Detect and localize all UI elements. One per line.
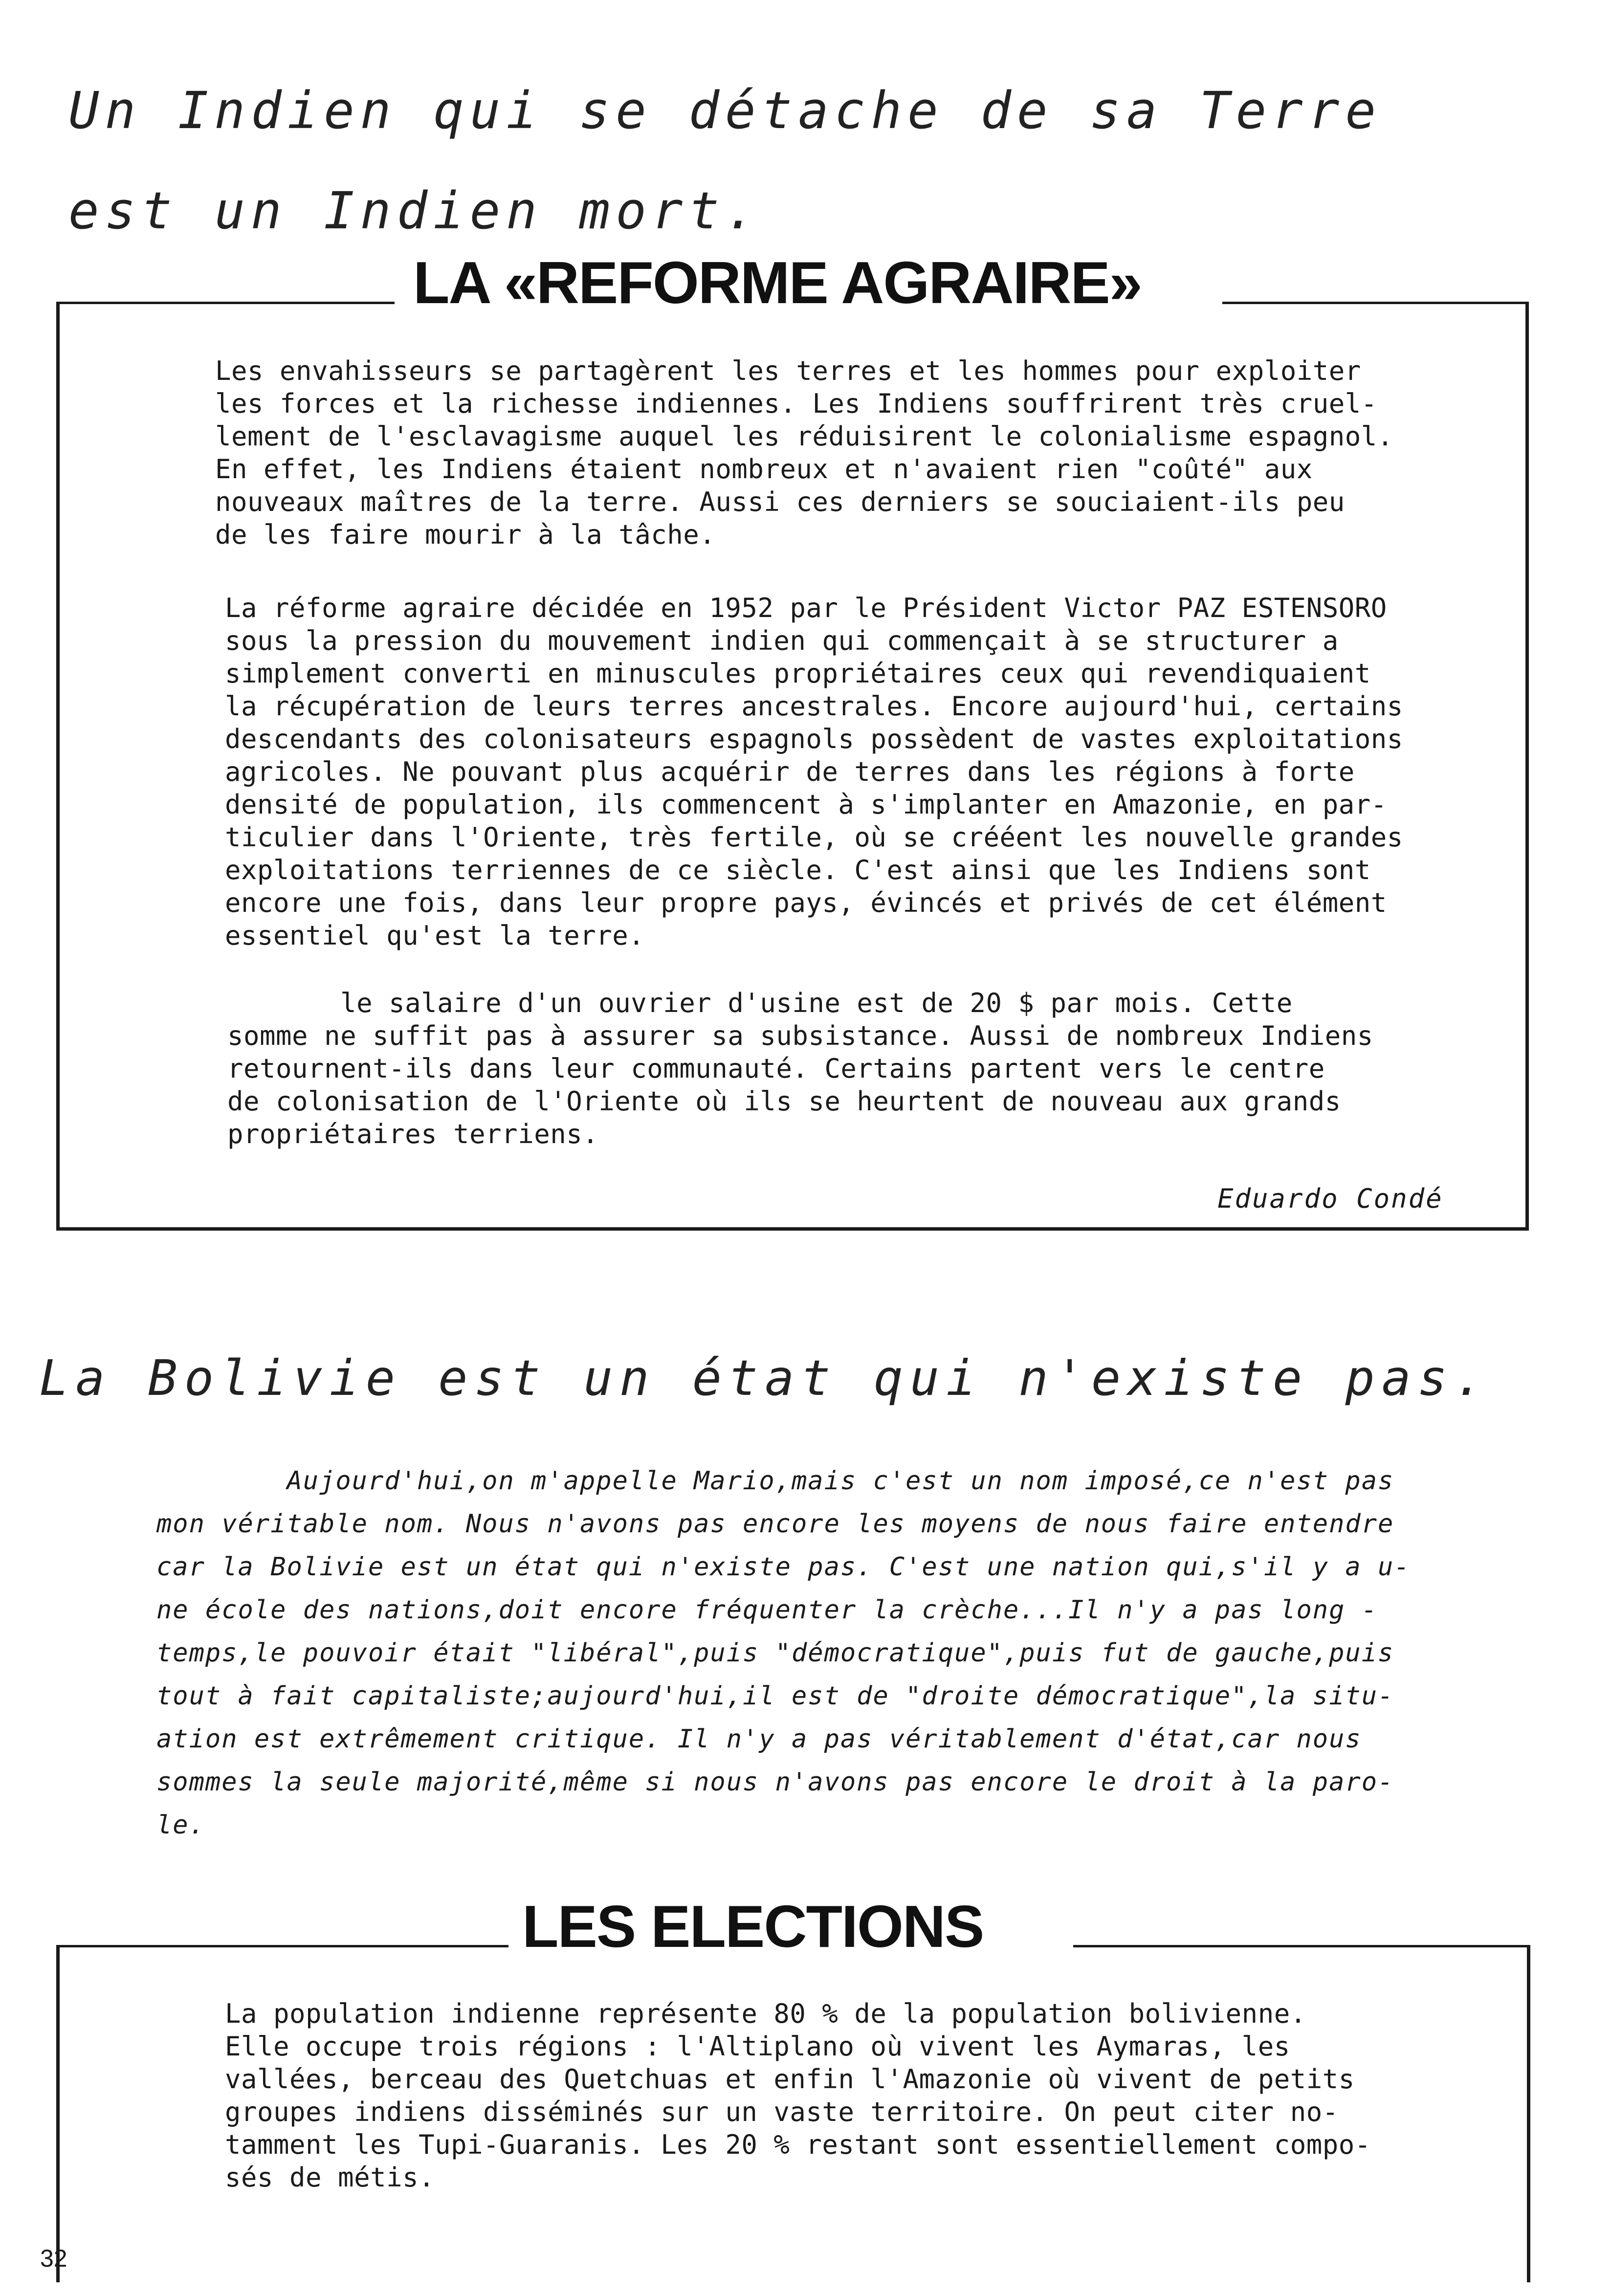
section3-paragraph-1: La population indienne représente 80 % de la population bolivienne. Elle occupe trois régions : l'Altiplano où vivent les Aymaras, les vallées, berceau des Quetchuas et enfin l'Amazonie où vivent de petits groupes indiens disséminés sur un vaste territoire. On peut citer no- tamment les Tupi-Guaranis. Les 20 % restant sont essentiellement compo- sés de métis. bbox=[225, 1998, 1371, 2193]
page-number: 32 bbox=[40, 2245, 67, 2272]
section1-paragraph-3: le salaire d'un ouvrier d'usine est de 20 $ par mois. Cette somme ne suffit pas à assurer sa subsistance. Aussi de nombreux Indiens retournent-ils dans leur communauté. Certains partent vers le centre de colonisation de l'Oriente où ils se heurtent de nouveau aux grands propriétaires terriens. bbox=[227, 988, 1373, 1149]
section2-body: Aujourd'hui,on m'appelle Mario,mais c'est un nom imposé,ce n'est pas mon véritable nom. Nous n'avons pas encore les moyens de nous faire entendre car la Bolivie est un état qui n'existe pas. C'est une nation qui,s'il y a u- ne école des nations,doit encore fréquenter la crèche...Il n'y a pas long - temps,le pouvoir était "libéral",puis "démocratique",puis fut de gauche,puis tout à fait capitaliste;aujourd'hui,il est de "droite démocratique",la situ- ation est extrêmement critique. Il n'y a pas véritablement d'état,car nous sommes la seule majorité,même si nous n'avons pas encore le droit à la paro- le. bbox=[156, 1466, 1411, 1840]
section1-signature: Eduardo Condé bbox=[1217, 1183, 1443, 1214]
section3-title: LES ELECTIONS bbox=[522, 1893, 984, 1960]
section1-paragraph-2: La réforme agraire décidée en 1952 par le Président Victor PAZ ESTENSORO sous la pression du mouvement indien qui commençait à se structurer a simplement converti en minuscules propriétaires ceux qui revendiquaient la récupération de leurs terres ancestrales. Encore aujourd'hui, certains descendants des colonisateurs espagnols possèdent de vastes exploitations agricoles. Ne pouvant plus acquérir de terres dans les régions à forte densité de population, ils commencent à s'implanter en Amazonie, en par- ticulier dans l'Oriente, très fertile, où se crééent les nouvelle grandes exploitations terriennes de ce siècle. C'est ainsi que les Indiens sont encore une fois, dans leur propre pays, évincés et privés de cet élément essentiel qu'est la terre. bbox=[225, 593, 1403, 951]
header-quote-line-2: est un Indien mort. bbox=[68, 181, 762, 241]
header-quote-line-1: Un Indien qui se détache de sa Terre bbox=[68, 81, 1382, 140]
section1-title: LA «REFORME AGRAIRE» bbox=[413, 249, 1142, 316]
section2-title: La Bolivie est un état qui n'existe pas. bbox=[39, 1349, 1491, 1407]
section1-paragraph-1: Les envahisseurs se partagèrent les terres et les hommes pour exploiter les forces et la richesse indiennes. Les Indiens souffrirent très cruel- lement de l'esclavagisme auquel les réduisirent le colonialisme espagnol. En effet, les Indiens étaient nombreux et n'avaient rien "coûté" aux nouveaux maîtres de la terre. Aussi ces derniers se souciaient-ils peu de les faire mourir à la tâche. bbox=[215, 355, 1393, 550]
